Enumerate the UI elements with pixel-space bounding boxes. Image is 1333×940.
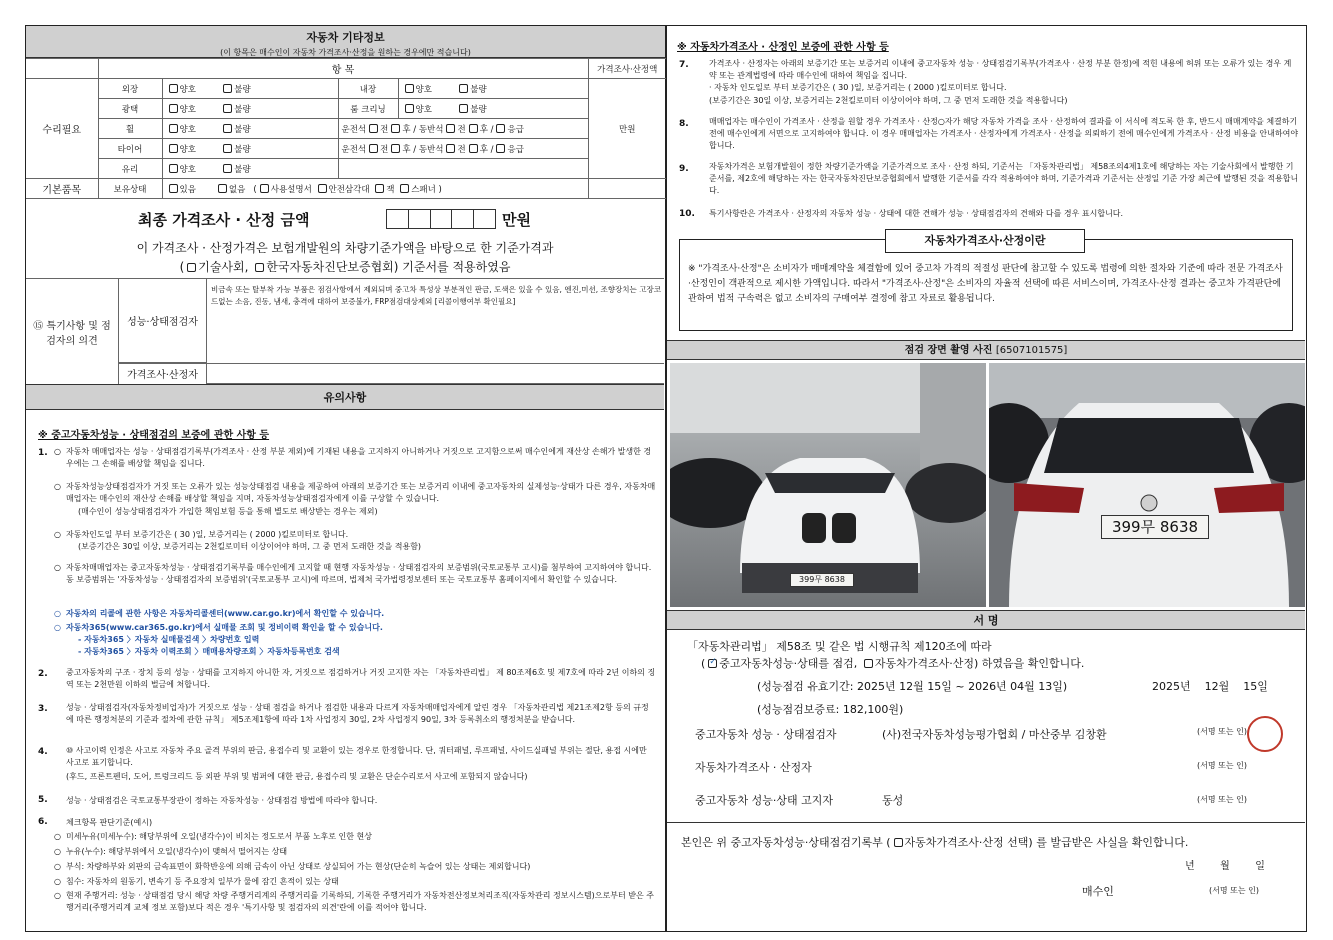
- row-label-interior: 내장: [338, 79, 398, 99]
- row-label-wheel: 휠: [98, 119, 162, 139]
- special-notes-section: [26, 279, 664, 384]
- rear-car-photo: [989, 363, 1305, 607]
- right-section-title: ※ 자동차가격조사 · 산정인 보증에 관한 사항 등: [677, 42, 889, 53]
- photo-header: [667, 340, 1305, 360]
- interior-options: 양호 불량: [398, 79, 588, 99]
- row-label-tire: 타이어: [98, 139, 162, 159]
- checkbox[interactable]: [169, 104, 178, 113]
- other-info-table: [26, 58, 666, 199]
- checkbox[interactable]: [405, 104, 414, 113]
- item-7-number: 7.: [679, 60, 689, 70]
- other-info-header: [26, 26, 665, 58]
- basic-label: 기본품목: [26, 179, 98, 199]
- item-3-number: 3.: [38, 704, 48, 714]
- receipt-line: 본인은 위 중고자동차성능·상태점검기록부 ( 자동차가격조사·산정 선택) 를 발급받은 사실을 확인합니다.: [681, 836, 1189, 849]
- item-6-bullet-5: ○ 현재 주행거리: 성능 · 상태점검 당시 해당 차량 주행거리계의 주행거리를 기록하되, 기록한 주행거리가 자동차전산정보처리조직(자동차관리 정보시스템)으로부터 받은 주행거리(주행거리계 교체 정보 포함)보다 적은 경우 '특기사항 및 점검자의 의견'란에 이를 적어야 합니다.: [66, 890, 656, 913]
- col-item-header: 항 목: [98, 59, 588, 79]
- photo-id: [6507101575]: [995, 345, 1068, 356]
- item-3-text: 성능 · 상태점검자(자동차정비업자)가 거짓으로 성능 · 상태 점검을 하거나 점검한 내용과 다르게 자동차매매업자에게 알린 경우 「자동차관리법 제21조제2항 등의 규정에 따른 행정처분의 기준과 절차에 관한 규칙」 제5조제1항에 따라 1차 사업정지 30일, 2차 사업정지 90일, 3차 등록취소의 행정처분을 받습니다.: [66, 703, 649, 724]
- checkbox[interactable]: [260, 184, 269, 193]
- inspection-checkbox[interactable]: [708, 659, 717, 668]
- item-5-number: 5.: [38, 795, 48, 805]
- other-info-title: 자동차 기타정보: [306, 31, 385, 44]
- item-6-bullet-3: ○ 부식: 차량하부와 외판의 금속표면이 화학반응에 의해 금속이 아닌 상태로 상실되어 가는 현상(단순히 녹슬어 있는 상태는 제외합니다): [66, 861, 656, 873]
- item-1-bullet-2-note: (매수인이 성능상태점검자가 가입한 책임보험 등을 통해 별도로 배상받는 경우는 제외): [78, 507, 378, 516]
- appraiser-note-field[interactable]: [207, 363, 664, 384]
- item-7-warranty: · 자동차 인도일로 부터 보증기간은 ( 30 )일, 보증거리는 ( 2000 )킬로미터로 합니다.: [709, 83, 1007, 92]
- checkbox[interactable]: [496, 124, 505, 133]
- special-notes-label: ⑮ 특기사항 및 점검자의 의견: [26, 279, 119, 384]
- appraiser-label: 가격조사·산정자: [119, 363, 207, 384]
- item-1-bullet-5: ○ 자동차의 리콜에 관한 사항은 자동차리콜센터(www.car.go.kr)에서 확인할 수 있습니다.: [66, 608, 656, 620]
- checkbox[interactable]: [391, 144, 400, 153]
- checkbox[interactable]: [369, 144, 378, 153]
- item-6-bullet-1: ○ 미세누유(미세누수): 해당부위에 오일(냉각수)이 비치는 정도로서 부품 노후로 인한 현상: [66, 831, 656, 843]
- inspector-label: 성능·상태점검자: [119, 279, 207, 363]
- price-unit: 만원: [588, 79, 666, 179]
- buyer-label: 매수인: [1082, 885, 1114, 898]
- checkbox[interactable]: [169, 184, 178, 193]
- item-9-text: 자동차가격은 보험개발원이 정한 차량기준가액을 기준가격으로 조사 · 산정 하되, 기준서는 「자동차관리법」 제58조의4제1호에 해당하는 자는 기술사회에서 발행한 기준서를, 제2호에 해당하는 자는 한국자동차진단보증협회에서 발행한 기준서를 각각 적용하여야 하며, 기준가격과 기준서는 산정일 기준 가장 최근에 발행된 것을 적용합니다.: [709, 162, 1299, 195]
- item-1-bullet-1: ○ 자동차 매매업자는 성능 · 상태점검기록부(가격조사 · 산정 부분 제외)에 기재된 내용을 고지하지 아니하거나 거짓으로 고지함으로써 매수인에게 재산상 손해가 발생한 경우에는 그 손해를 배상할 책임을 집니다.: [66, 446, 656, 469]
- sign-confirm-line: (✓ 중고자동차성능·상태를 점검, 자동차가격조사·산정) 하였음을 확인합니다.: [701, 655, 1084, 671]
- checkbox[interactable]: [223, 84, 232, 93]
- checkbox[interactable]: [255, 263, 264, 272]
- item-6-bullet-2: ○ 누유(누수): 해당부위에서 오일(냉각수)이 맺혀서 떨어지는 상태: [66, 846, 656, 858]
- checkbox[interactable]: [187, 263, 196, 272]
- checkbox[interactable]: [391, 124, 400, 133]
- item-2-number: 2.: [38, 669, 48, 679]
- receipt-checkbox[interactable]: [894, 838, 903, 847]
- final-price-basis-1: 이 가격조사 · 산정가격은 보험개발원의 차량기준가액을 바탕으로 한 기준가격과: [136, 241, 554, 255]
- right-panel: [666, 25, 1307, 932]
- checkbox[interactable]: [459, 84, 468, 93]
- checkbox[interactable]: [446, 124, 455, 133]
- sign-header: 서 명: [667, 610, 1305, 630]
- buyer-sign-hint: (서명 또는 인): [1209, 886, 1259, 895]
- item-1-bullet-2: ○ 자동차성능상태점검자가 거짓 또는 오류가 있는 성능상태점검 내용을 제공하여 아래의 보증기간 또는 보증거리 이내에 중고자동차의 실제성능·상태가 다른 경우, 자동차매매업자는 매수인의 재산상 손해를 배상할 책임을 지며, 자동차성능상태점검자에게 이를 구상할 수 있습니다.: [66, 481, 656, 504]
- item-6-bullet-4: ○ 침수: 자동차의 원동기, 변속기 등 주요장치 일부가 물에 잠긴 흔적이 있는 상태: [66, 876, 656, 888]
- glass-options: 양호 불량: [162, 159, 338, 179]
- inspector-sign-name: (사)전국자동차성능평가협회 / 마산중부 김창환: [882, 728, 1107, 741]
- col-price-header: 가격조사·산정액: [588, 59, 666, 79]
- checkbox[interactable]: [469, 124, 478, 133]
- checkbox[interactable]: [375, 184, 384, 193]
- notice-section-title: ※ 중고자동차성능 · 상태점검의 보증에 관한 사항 등: [38, 430, 270, 441]
- row-label-exterior: 외장: [98, 79, 162, 99]
- inspection-fee: (성능점검보증료: 182,100원): [757, 703, 904, 716]
- item-8-number: 8.: [679, 119, 689, 129]
- definition-text: ※ "가격조사·산정"은 소비자가 매매계약을 체결함에 있어 중고차 가격의 적절성 판단에 참고할 수 있도록 법령에 의한 절차와 기준에 따라 전문 가격조사·산정인이 객관적으로 제시한 가액입니다. 따라서 "가격조사·산정"은 소비자의 자율적 선택에 따른 서비스이며, 가격조사·산정 결과는 중고차 가격판단에 관하여 법적 구속력은 없고 소비자의 구매여부 결정에 참고 자료로 활용됩니다.: [688, 264, 1283, 304]
- sign-law-line: 「자동차관리법」 제58조 및 같은 법 시행규칙 제120조에 따라: [687, 640, 992, 653]
- checkbox[interactable]: [405, 84, 414, 93]
- item-1-bullet-4: ○ 자동차매매업자는 중고자동차성능 · 상태점검기록부를 매수인에게 고지할 때 현행 자동차성능 · 상태점검자의 보증범위(국토교통부 고시)를 첨부하여 고지하여야 합니다. 동 보증범위는 '자동차성능 · 상태점검자의 보증범위'(국토교통부 고시)에 따르며, 법제처 국가법령정보센터 또는 국토교통부 홈페이지에서 확인할 수 있습니다.: [66, 562, 656, 585]
- item-9-number: 9.: [679, 164, 689, 174]
- checkbox[interactable]: [369, 124, 378, 133]
- exterior-options: 양호 불량: [162, 79, 338, 99]
- item-1-bullet-3: ○ 자동차인도일 부터 보증기간은 ( 30 )일, 보증거리는 ( 2000 )킬로미터로 합니다.: [66, 529, 656, 541]
- repair-label: 수리필요: [26, 79, 98, 179]
- item-1-bullet-6-step-2: - 자동차365 〉자동차 이력조회 〉매매용차량조회 〉자동차등록번호 검색: [78, 647, 340, 656]
- final-price-input[interactable]: [386, 209, 496, 229]
- other-info-subtitle: (이 항목은 매수인이 자동차 가격조사·산정을 원하는 경우에만 적습니다): [220, 48, 471, 57]
- item-1-bullet-6: ○ 자동차365(www.car365.go.kr)에서 실매물 조회 및 정비이력 확인을 할 수 있습니다.: [66, 622, 656, 634]
- final-price-label: 최종 가격조사 · 산정 금액: [138, 211, 310, 229]
- notifier-sign-label: 중고자동차 성능·상태 고지자: [695, 794, 834, 807]
- inspector-sign-hint: (서명 또는 인): [1197, 727, 1247, 736]
- item-1-bullet-3-note: (보증기간은 30일 이상, 보증거리는 2천킬로미터 이상이어야 하며, 그 중 먼저 도래한 것을 적용함): [78, 542, 422, 551]
- item-6-number: 6.: [38, 817, 48, 827]
- notifier-sign-hint: (서명 또는 인): [1197, 795, 1247, 804]
- receipt-date: 년 월 일: [1185, 861, 1265, 872]
- item-6-title: 체크항목 판단기준(예시): [66, 818, 153, 827]
- validity-period: (성능점검 유효기간: 2025년 12월 15일 ~ 2026년 04월 13일): [757, 680, 1068, 693]
- final-price-unit: 만원: [502, 211, 531, 229]
- item-10-number: 10.: [679, 209, 695, 219]
- checkbox[interactable]: [223, 104, 232, 113]
- checkbox[interactable]: [318, 184, 327, 193]
- item-10-text: 특기사항란은 가격조사 · 산정자의 자동차 성능 · 상태에 대한 견해가 성능 · 상태점검자의 견해와 다를 경우 표시합니다.: [709, 209, 1124, 218]
- checkbox[interactable]: [169, 144, 178, 153]
- appraisal-checkbox[interactable]: [864, 659, 873, 668]
- item-1-number: 1.: [38, 448, 48, 458]
- final-price-section: [26, 201, 664, 279]
- checkbox[interactable]: [459, 104, 468, 113]
- rear-plate: 399무 8638: [1101, 515, 1209, 539]
- sign-date: 2025년 12월 15일: [1152, 680, 1268, 693]
- item-7-text: 가격조사 · 산정자는 아래의 보증기간 또는 보증거리 이내에 중고자동차 성능 · 상태점검기록부(가격조사 · 산정 부분 한정)에 적힌 내용에 허위 또는 오류가 있는 경우 계약 또는 관계법령에 따라 매수인에 대하여 책임을 집니다.: [709, 59, 1292, 80]
- item-4-text: ⑩ 사고이력 인정은 사고로 자동차 주요 골격 부위의 판금, 용접수리 및 교환이 있는 경우로 한정합니다. 단, 쿼터패널, 루프패널, 사이드실패널 부위는 절단, 용접 시에만 사고로 표기합니다.: [66, 746, 647, 767]
- row-label-glass: 유리: [98, 159, 162, 179]
- possess-label: 보유상태: [98, 179, 162, 199]
- checkbox[interactable]: [400, 184, 409, 193]
- final-price-basis-2: ( 기술사회, 한국자동차진단보증협회) 기준서를 적용하였음: [179, 260, 511, 274]
- item-7-note: (보증기간은 30일 이상, 보증거리는 2천킬로미터 이상이어야 하며, 그 중 먼저 도래한 것을 적용합니다): [709, 96, 1068, 105]
- checkbox[interactable]: [223, 124, 232, 133]
- notifier-sign-name: 동성: [882, 794, 904, 807]
- item-4-number: 4.: [38, 747, 48, 757]
- checkbox[interactable]: [496, 144, 505, 153]
- checkbox[interactable]: [223, 144, 232, 153]
- item-4-note: (후드, 프론트펜더, 도어, 트렁크리드 등 외판 부위 및 범퍼에 대한 판금, 용접수리 및 교환은 단순수리로서 사고에 포함되지 않습니다): [66, 772, 528, 781]
- item-5-text: 성능 · 상태점검은 국토교통부장관이 정하는 자동차성능 · 상태점검 방법에 따라야 합니다.: [66, 796, 378, 805]
- definition-title: 자동차가격조사·산정이란: [885, 229, 1085, 253]
- row-label-gloss: 광택: [98, 99, 162, 119]
- checkbox[interactable]: [223, 164, 232, 173]
- gloss-options: 양호 불량: [162, 99, 338, 119]
- front-car-photo: [670, 363, 986, 607]
- photo-title: 점검 장면 촬영 사진: [904, 345, 993, 356]
- basic-options: 있음 없음 ( 사용설명서 안전삼각대 잭 스패너 ): [162, 179, 588, 199]
- seal-stamp: [1247, 716, 1283, 752]
- checkbox[interactable]: [218, 184, 227, 193]
- item-2-text: 중고자동차의 구조 · 장치 등의 성능 · 상태를 고지하지 아니한 자, 거짓으로 점검하거나 거짓 고지한 자는 「자동차관리법」 제 80조제6호 및 제7호에 따라 2년 이하의 징역 또는 2천만원 이하의 벌금에 처합니다.: [66, 668, 656, 689]
- checkbox[interactable]: [446, 144, 455, 153]
- notice-header: 유의사항: [26, 384, 664, 410]
- left-panel: [25, 25, 666, 932]
- wheel-position-options: 운전석 전 후 / 동반석 전 후 / 응급: [338, 119, 588, 139]
- front-plate: 399무 8638: [790, 573, 854, 587]
- inspector-sign-label: 중고자동차 성능 · 상태점검자: [695, 728, 837, 741]
- checkbox[interactable]: [169, 164, 178, 173]
- wheel-options: 양호 불량: [162, 119, 338, 139]
- checkbox[interactable]: [469, 144, 478, 153]
- tire-options: 양호 불량: [162, 139, 338, 159]
- item-8-text: 매매업자는 매수인이 가격조사 · 산정을 원할 경우 가격조사 · 산정○자가 해당 자동차 가격을 조사 · 산정하여 결과를 이 서식에 적도록 한 후, 반드시 매매계약을 체결하기 전에 매수인에게 서면으로 고지하여야 합니다. 이 경우 매매업자는 가격조사 · 산정자에게 가격조사 · 산정을 의뢰하기 전에 매수인에게 가격조사 · 산정 비용을 안내하여야 합니다.: [709, 117, 1299, 150]
- checkbox[interactable]: [169, 124, 178, 133]
- appraiser-sign-label: 자동차가격조사 · 산정자: [695, 761, 812, 774]
- row-label-room: 룸 크리닝: [338, 99, 398, 119]
- inspector-note: 비금속 또는 탈부착 가능 부품은 점검사항에서 제외되며 중고차 특성상 부분적인 판금, 도색은 있을 수 있음, 엔진,미션, 조향장치는 고장코드없는 소음, 진동, 냄새, 충격에 대하여 보증불가, FRP점검대상제외 [리콜이행여부 확인필요]: [211, 285, 661, 306]
- tire-position-options: 운전석 전 후 / 동반석 전 후 / 응급: [338, 139, 588, 159]
- room-options: 양호 불량: [398, 99, 588, 119]
- appraiser-sign-hint: (서명 또는 인): [1197, 761, 1247, 770]
- checkbox[interactable]: [169, 84, 178, 93]
- item-1-bullet-6-step-1: - 자동차365 〉자동차 실매물검색 〉차량번호 입력: [78, 635, 260, 644]
